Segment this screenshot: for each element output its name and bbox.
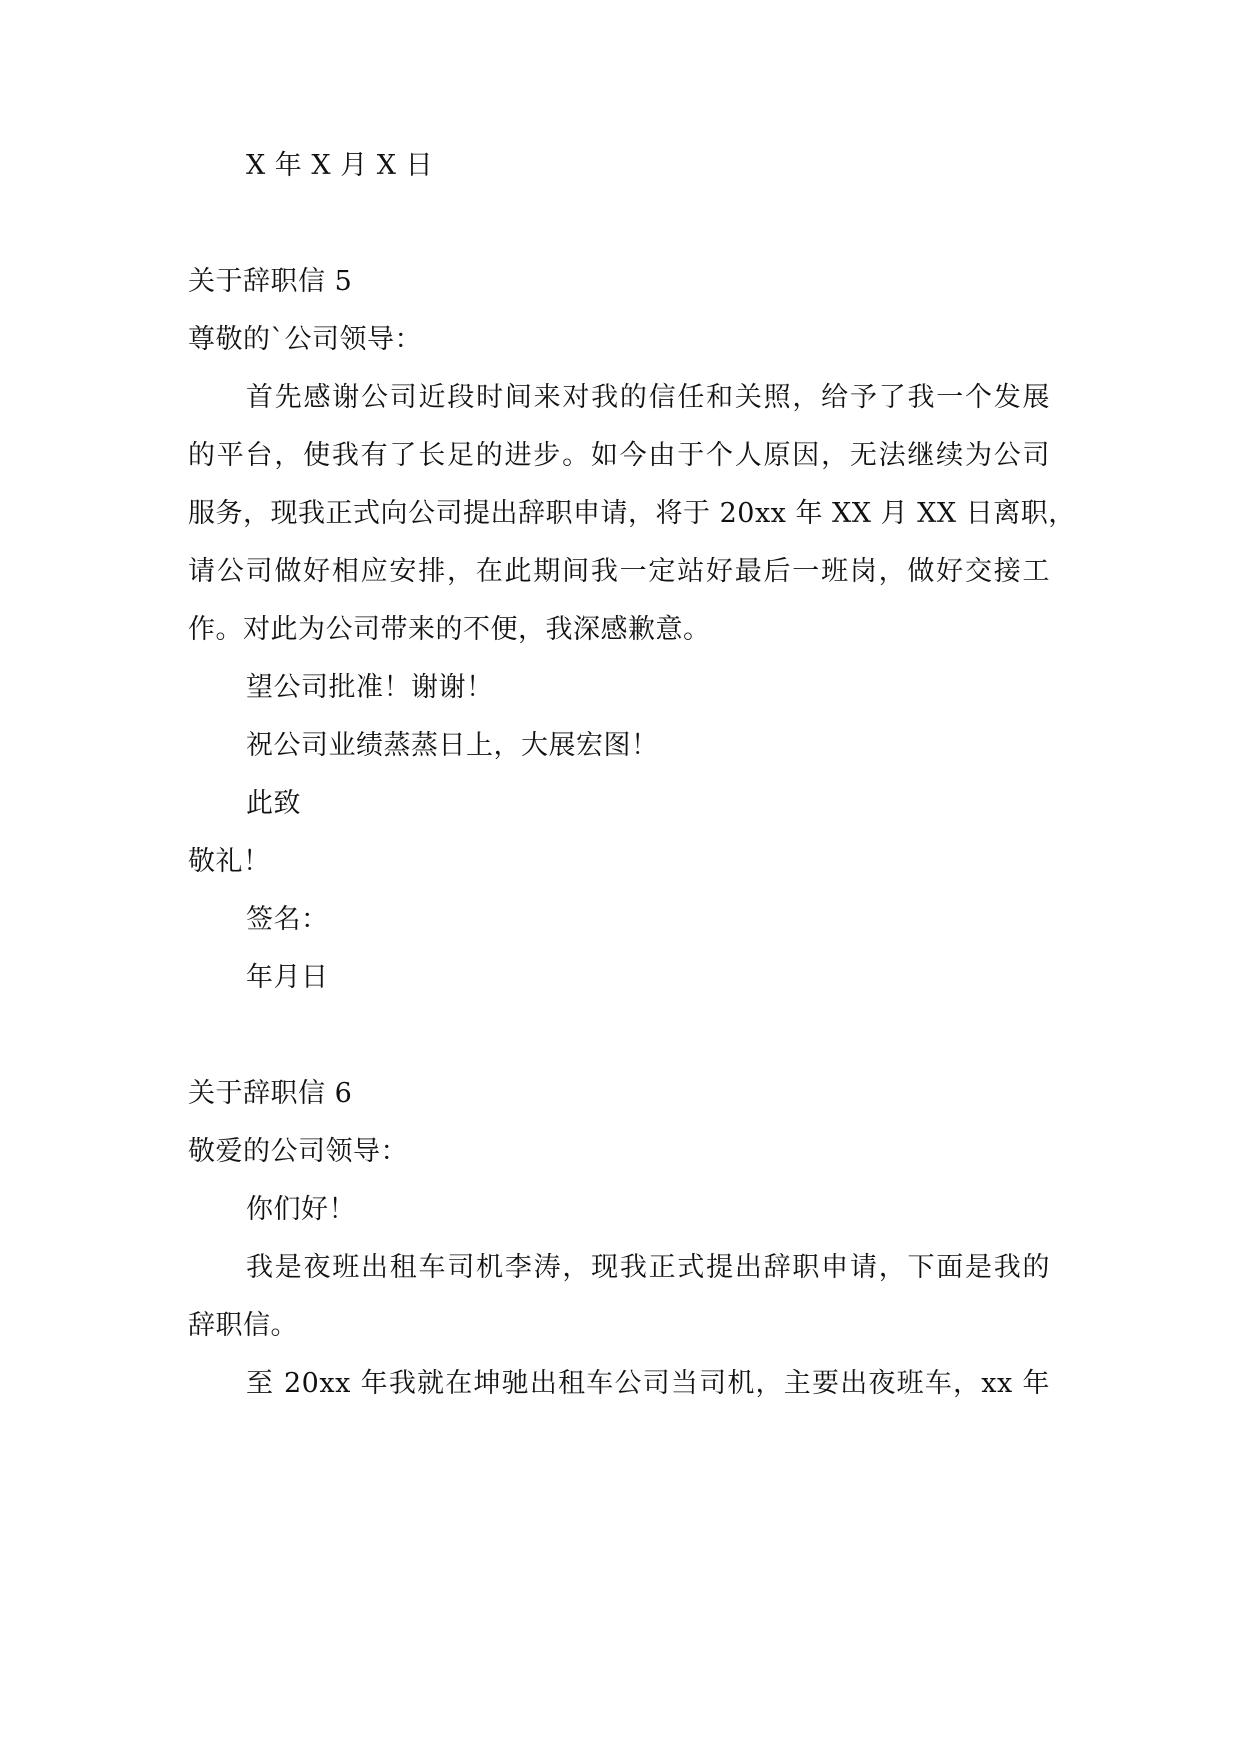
letter5-body-line: 服务，现我正式向公司提出辞职申请，将于 20xx 年 XX 月 XX 日离职， (188, 498, 1076, 529)
letter5-closing: 此致 (246, 788, 301, 819)
letter6-body-line: 至 20xx 年我就在坤驰出租车公司当司机，主要出夜班车，xx 年 (246, 1368, 1050, 1399)
letter5-body-line: 的平台，使我有了长足的进步。如今由于个人原因，无法继续为公司 (188, 440, 1050, 471)
letter5-salutation: 尊敬的`公司领导： (188, 324, 422, 355)
letter5-body-line: 首先感谢公司近段时间来对我的信任和关照，给予了我一个发展 (246, 382, 1050, 413)
letter5-body-line: 作。对此为公司带来的不便，我深感歉意。 (188, 614, 711, 645)
letter5-wish: 祝公司业绩蒸蒸日上，大展宏图！ (246, 730, 659, 761)
letter5-request: 望公司批准！谢谢！ (246, 672, 494, 703)
letter6-body-line: 辞职信。 (188, 1310, 298, 1341)
letter4-date: X 年 X 月 X 日 (246, 150, 434, 181)
letter5-regards: 敬礼！ (188, 846, 271, 877)
letter5-body-line: 请公司做好相应安排，在此期间我一定站好最后一班岗，做好交接工 (188, 556, 1050, 587)
letter6-body-line: 我是夜班出租车司机李涛，现我正式提出辞职申请，下面是我的 (246, 1252, 1050, 1283)
letter5-title: 关于辞职信 5 (188, 266, 353, 297)
letter6-greeting: 你们好！ (246, 1194, 356, 1225)
letter6-title: 关于辞职信 6 (188, 1078, 353, 1109)
letter6-salutation: 敬爱的公司领导： (188, 1136, 408, 1167)
letter5-signature: 签名： (246, 904, 329, 935)
letter5-date: 年月日 (246, 962, 329, 993)
